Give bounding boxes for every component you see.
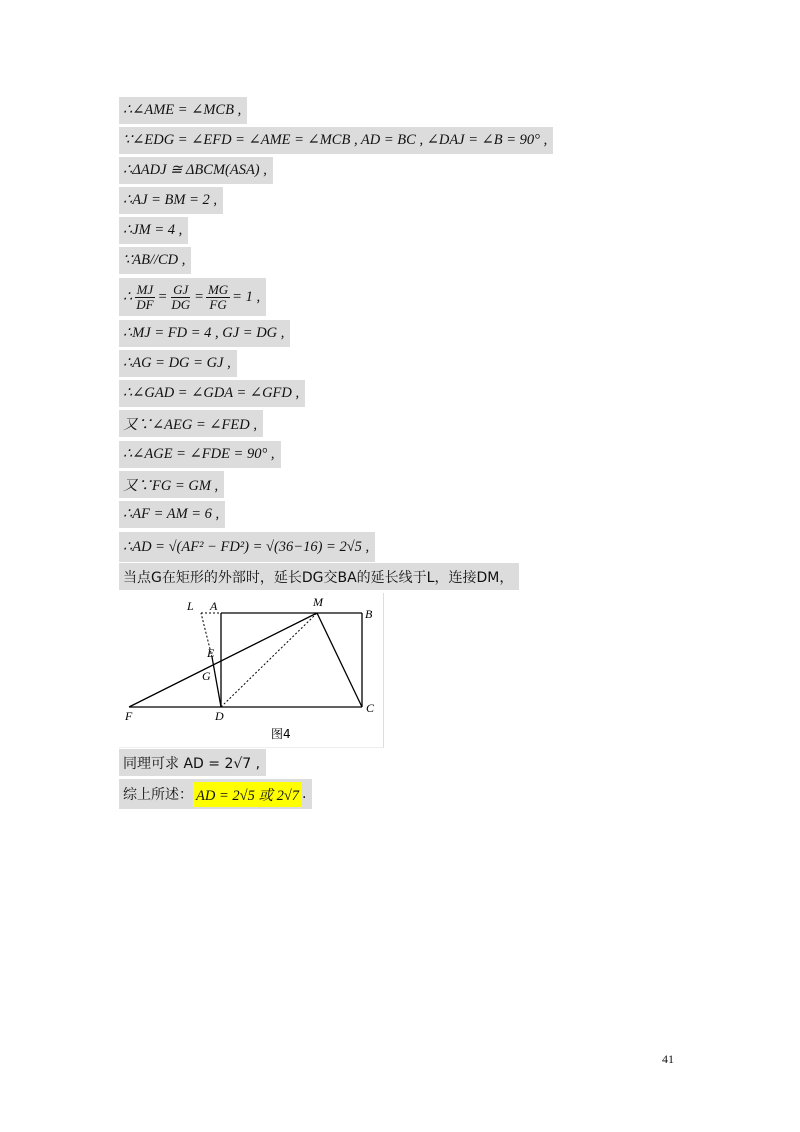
fraction-tail: = 1 ,: [232, 288, 261, 305]
fraction-numerator: MJ: [136, 281, 154, 297]
equals-sign: =: [194, 288, 204, 305]
fraction-denominator: FG: [209, 296, 227, 312]
label-a: A: [210, 599, 218, 613]
result-line-1: 同理可求 AD = 2√7 ,: [119, 749, 266, 776]
figure-caption: 图4: [271, 727, 291, 741]
fraction-denominator: DG: [171, 296, 191, 312]
proof-line-fractions: [119, 278, 266, 316]
proof-line-12: ∴∠AGE = ∠FDE = 90° ,: [119, 441, 281, 468]
result-line-2: [119, 779, 312, 809]
geometry-figure: [119, 593, 384, 748]
segment-mc: [317, 613, 362, 707]
proof-line-10: ∴∠GAD = ∠GDA = ∠GFD ,: [119, 380, 305, 407]
proof-line-6: ∵AB//CD ,: [119, 247, 191, 274]
label-b: B: [365, 607, 373, 621]
label-f: F: [125, 709, 133, 723]
label-m: M: [313, 595, 323, 609]
proof-line-3: ∴ΔADJ ≅ ΔBCM(ASA) ,: [119, 157, 273, 184]
equals-sign: =: [157, 288, 168, 305]
label-e: E: [207, 646, 215, 660]
proof-line-9: ∴AG = DG = GJ ,: [119, 350, 237, 377]
proof-line-13: 又∵FG = GM ,: [119, 471, 224, 498]
proof-line-5: ∴JM = 4 ,: [119, 217, 188, 244]
proof-line-4: ∴AJ = BM = 2 ,: [119, 187, 223, 214]
proof-line-8: ∴MJ = FD = 4 , GJ = DG ,: [119, 320, 290, 347]
segment-dg: [212, 657, 221, 707]
fraction-mj-df: [134, 283, 155, 312]
label-d: D: [215, 709, 224, 723]
proof-line-15: ∴AD = √(AF² − FD²) = √(36−16) = 2√5 ,: [119, 532, 375, 562]
conclusion-prefix: 综上所述：: [123, 787, 193, 803]
page-number: 41: [662, 1052, 674, 1066]
fraction-mg-fg: [206, 283, 230, 312]
proof-line-1: ∴∠AME = ∠MCB ,: [119, 97, 247, 124]
figure-svg: [119, 593, 383, 747]
fraction-numerator: GJ: [173, 281, 189, 297]
therefore-symbol: ∴: [123, 288, 133, 305]
proof-line-2: ∵∠EDG = ∠EFD = ∠AME = ∠MCB , AD = BC , ∠DAJ = ∠B = 90° ,: [119, 127, 553, 154]
proof-line-14: ∴AF = AM = 6 ,: [119, 501, 225, 528]
fraction-gj-dg: [169, 283, 192, 312]
label-l: L: [187, 599, 194, 613]
proof-line-16: 当点G在矩形的外部时，延长DG交BA的延长线于L，连接DM，: [119, 563, 519, 590]
label-g: G: [202, 669, 211, 683]
conclusion-suffix: .: [302, 786, 307, 802]
fraction-numerator: MG: [207, 281, 229, 297]
label-c: C: [366, 701, 375, 715]
proof-line-11: 又∵∠AEG = ∠FED ,: [119, 410, 263, 437]
segment-dm-dotted: [221, 613, 317, 707]
fraction-denominator: DF: [136, 296, 154, 312]
final-answer-highlight: AD = 2√5 或 2√7: [193, 782, 302, 807]
segment-fm: [129, 613, 317, 707]
